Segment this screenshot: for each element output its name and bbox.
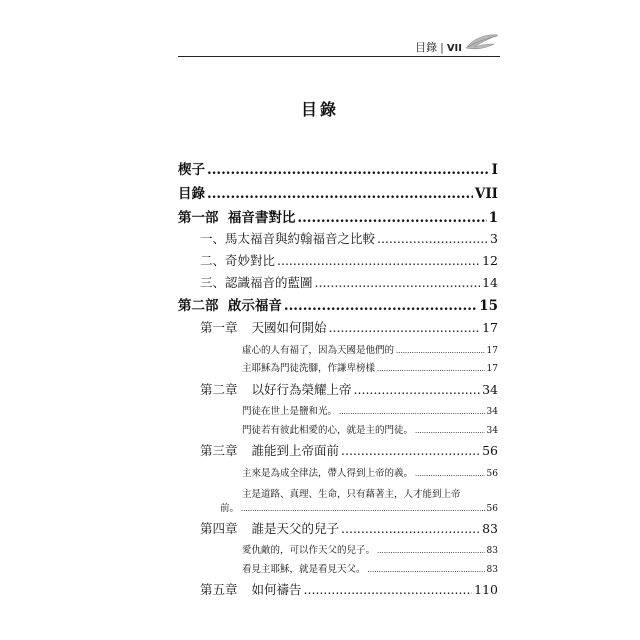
part-title: 福音書對比 (227, 210, 296, 226)
toc-entry-label (200, 441, 339, 459)
leader-dots (277, 253, 480, 268)
toc-entry-label (178, 206, 295, 226)
leader-dots (354, 382, 481, 397)
toc-entry-label: 主來是為成全律法，帶人得到上帝的義。 (242, 468, 414, 479)
toc-entry-page: 34 (482, 382, 498, 397)
toc-entry-page: 17 (482, 320, 498, 335)
chapter-number: 第五章 (200, 582, 238, 597)
toc-entry-chapter[interactable] (200, 580, 498, 598)
toc-entry-label: 門徒在世上是鹽和光。 (242, 406, 338, 417)
toc-entry-label (200, 580, 302, 598)
page-title: 目錄 (300, 100, 339, 119)
toc-entry-chapter[interactable] (200, 519, 498, 537)
toc-entry-label: 楔子 (178, 162, 205, 178)
toc-entry-contents[interactable] (178, 182, 498, 202)
leader-dots (284, 298, 477, 314)
chapter-title: 天國如何開始 (251, 320, 327, 335)
toc-entry-section[interactable] (200, 229, 498, 247)
toc-entry-page: 56 (486, 469, 498, 479)
leader-dots (207, 162, 490, 178)
toc-entry-page: VII (474, 186, 498, 202)
toc-entry-subsection[interactable] (242, 403, 498, 417)
toc-entry-label: 三、認識福音的藍圖 (200, 275, 313, 290)
toc-entry-page: 83 (486, 565, 498, 575)
toc-entry-subsection[interactable] (242, 360, 498, 374)
leader-dots (396, 347, 485, 355)
toc-entry-subsection[interactable] (242, 422, 498, 436)
toc-entry-page: 1 (488, 210, 498, 226)
toc-entry-subsection-line-1[interactable]: 主是道路、真理、生命，只有藉著主，人才能到上帝 (242, 489, 461, 500)
toc-entry-chapter[interactable] (200, 318, 498, 336)
toc-entry-page: 15 (479, 298, 498, 314)
leader-dots (415, 427, 485, 435)
toc-entry-page: 56 (486, 504, 498, 514)
leader-dots (297, 210, 486, 226)
leader-dots (339, 408, 485, 416)
chapter-title: 誰是天父的兒子 (251, 521, 340, 536)
leader-dots (315, 275, 481, 290)
toc-entry-chapter[interactable] (200, 441, 498, 459)
leader-dots (377, 365, 485, 373)
leader-dots (377, 547, 485, 555)
leader-dots (341, 443, 480, 458)
leader-dots (241, 505, 485, 513)
leader-dots (368, 566, 485, 574)
toc-entry-page: I (491, 162, 498, 178)
toc-entry-label: 一、馬太福音與約翰福音之比較 (200, 231, 376, 246)
toc-entry-label-continued: 前。 (220, 503, 240, 514)
toc-entry-subsection-line-2[interactable] (220, 500, 498, 514)
running-header-section: 目錄 (415, 41, 438, 54)
toc-entry-section[interactable] (200, 251, 498, 269)
toc-entry-label (200, 519, 339, 537)
part-number: 第二部 (178, 298, 219, 314)
toc-entry-label: 虛心的人有福了，因為天國是他們的 (242, 345, 395, 356)
toc-entry-page: 34 (486, 407, 498, 417)
toc-entry-part-2[interactable] (178, 294, 498, 314)
toc-entry-page: 12 (482, 253, 498, 268)
toc-entry-page: 83 (486, 546, 498, 556)
running-header-page-number: VII (446, 43, 462, 54)
leader-dots (304, 582, 473, 597)
toc-entry-label: 目錄 (178, 186, 205, 202)
toc-entry-label (200, 380, 352, 398)
leader-dots (377, 231, 488, 246)
toc-entry-page: 3 (490, 231, 498, 246)
toc-entry-subsection[interactable] (242, 342, 498, 356)
leader-dots (415, 470, 485, 478)
toc-entry-page: 83 (482, 521, 498, 536)
chapter-title: 誰能到上帝面前 (251, 443, 340, 458)
toc-entry-label (200, 318, 327, 336)
toc-entry-page: 17 (486, 364, 498, 374)
toc-entry-label: 門徒若有彼此相愛的心，就是主的門徒。 (242, 425, 414, 436)
part-number: 第一部 (178, 210, 219, 226)
toc-entry-page: 56 (482, 443, 498, 458)
toc-entry-part-1[interactable] (178, 206, 498, 226)
toc-entry-label: 愛仇敵的，可以作天父的兒子。 (242, 545, 376, 556)
toc-entry-label: 二、奇妙對比 (200, 253, 276, 268)
toc-entry-label (178, 294, 282, 314)
toc-entry-label: 主耶穌為門徒洗腳，作謙卑榜樣 (242, 363, 376, 374)
toc-entry-section[interactable] (200, 273, 498, 291)
toc-entry-subsection[interactable] (242, 465, 498, 479)
chapter-number: 第四章 (200, 521, 238, 536)
toc-entry-page: 17 (486, 346, 498, 356)
leader-dots (207, 186, 473, 202)
toc-entry-prologue[interactable] (178, 158, 498, 178)
toc-entry-chapter[interactable] (200, 380, 498, 398)
chapter-number: 第三章 (200, 443, 238, 458)
toc-entry-subsection[interactable] (242, 542, 498, 556)
toc-entry-page: 34 (486, 426, 498, 436)
chapter-title: 如何禱告 (251, 582, 302, 597)
leader-dots (329, 320, 481, 335)
chapter-number: 第二章 (200, 382, 238, 397)
toc-entry-page: 110 (474, 582, 498, 597)
leader-dots (341, 521, 480, 536)
toc-entry-subsection[interactable] (242, 561, 498, 575)
toc-entry-label: 看見主耶穌，就是看見天父。 (242, 564, 366, 575)
toc-entry-page: 14 (482, 275, 498, 290)
part-title: 啟示福音 (227, 298, 282, 314)
running-header-separator: | (440, 41, 444, 54)
chapter-number: 第一章 (200, 320, 238, 335)
chapter-title: 以好行為榮耀上帝 (251, 382, 352, 397)
